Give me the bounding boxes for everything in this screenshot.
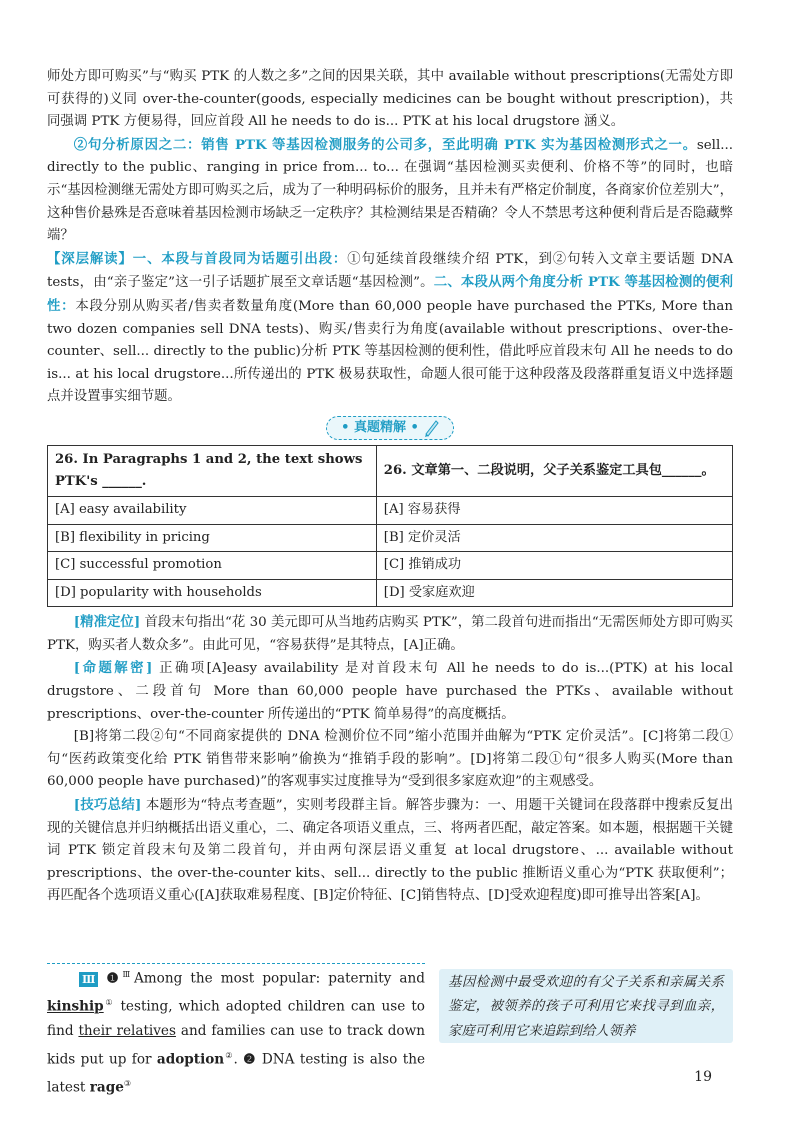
reason2-paragraph [47,134,733,248]
adoption-word: adoption [156,1051,225,1068]
option-row [48,579,733,607]
locate-text: 首段末句指出“花 30 美元即可从当地药店购买 PTK”，第二段首句进而指出“无需医师处方即可购买 PTK，购买者人数众多”。由此可见，“容易获得”是其特点，[A]正确。 [47,615,734,653]
locate-tag: [精准定位] [73,614,141,631]
option-row [48,524,733,552]
skills-paragraph [47,794,733,908]
secret-text: 正确项[A]easy availability 是对首段末句 All he needs to do is...(PTK) at his local drugstore、二段首句 More than 60,000 people have purchased the PTKs、available without prescriptions、over-the-counter 所传递出的“PTK 简单易得”的高度概括。 [47,661,733,722]
secret-paragraph [47,657,733,726]
question-table [47,445,733,607]
skills-tag: [技巧总结] [73,797,142,814]
deep-analysis-paragraph [47,248,733,409]
question-stem-row [48,445,733,496]
badge-label: • 真题精解 • [341,419,419,435]
section-number: Ⅲ [79,972,98,987]
option-d-zh: [D] 受家庭欢迎 [376,579,732,607]
question-stem-en: 26. In Paragraphs 1 and 2, the text shows PTK's ______. [48,445,377,496]
deep-text2: 本段分别从购买者/售卖者数量角度(More than 60,000 people have purchased the PTKs, More than two dozen companies sell DNA tests)、购买/售卖行为角度(available without prescriptions、over-the-counter、sell... directly to the public)分析 PTK 等基因检测的便利性，借此呼应首段末句 All he needs to do is... at his local drugstore...所传递出的 PTK 极易获取性，命题人很可能于这种段落及段落群重复语义中选择题点并设置事实细节题。 [47,298,733,405]
sentence-1-marker: ❶ [106,970,123,987]
deep-tag: 【深层解读】 [47,250,133,267]
translation-box: 基因检测中最受欢迎的有父子关系和亲属关系鉴定，被领养的孩子可利用它来找寻到血亲，家庭可利用它来追踪到给人领养 [439,969,733,1043]
sentence-2-marker: ❷ [243,1051,257,1068]
option-a-en: [A] easy availability [48,496,377,524]
option-row [48,496,733,524]
deep-part2: 二、本段从两个角度分析 PTK 等基因检测的便利性： [47,274,733,314]
secret-paragraph-2: [B]将第二段②句“不同商家提供的 DNA 检测价位不同”缩小范围并曲解为“PTK 定价灵活”。[C]将第二段①句“医药政策变化给 PTK 销售带来影响”偷换为“推销手段的影响”。[D]将第二段①句“很多人购买(More than 60,000 people have purchased)”的客观事实过度推导为“受到很多家庭欢迎”的主观感受。 [47,729,733,790]
pen-icon [423,419,439,437]
question-stem-zh: 26. 文章第一、二段说明，父子关系鉴定工具包______。 [376,445,732,496]
source-text: Ⅲ ❶$^Ⅲ$Among the most popular: paternity and kinship① testing, which adopted children can use to find their relatives and families can use to track down kids put up for adoption②. ❷ DNA testing is also the latest rage③ [47,970,425,1096]
option-a-zh: [A] 容易获得 [376,496,732,524]
deep-part1: 一、本段与首段同为话题引出段： [132,250,348,267]
page-number: 19 [694,1069,712,1085]
page-body [47,66,733,908]
intro-paragraph: 师处方即可购买”与“购买 PTK 的人数之多”之间的因果关联，其中 available without prescriptions(无需处方即可获得的)义同 over-the-counter(goods, especially medicines can be bought without prescription)，共同强调 PTK 方便易得，回应首段 All he needs to do is... PTK at his local drugstore 涵义。 [47,69,733,130]
reason2-body: sell... directly to the public、ranging in price from... to... 在强调“基因检测买卖便利、价格不等”的同时，也暗示“基因检测继无需处方即可购买之后，成为了一种明码标价的服务，且并未有严格定价制度，各商家价位差别大”，这种售价悬殊是否意味着基因检测市场缺乏一定秩序？其检测结果是否精确？令人不禁思考这种便利背后是否隐藏弊端？ [47,137,733,244]
option-row [48,552,733,580]
locate-paragraph [47,611,733,657]
option-d-en: [D] popularity with households [48,579,377,607]
reason2-heading: ②句分析原因之二：销售 PTK 等基因检测服务的公司多，至此明确 PTK 实为基因检测形式之一。 [73,136,697,153]
rage-word: rage [89,1079,124,1096]
option-c-en: [C] successful promotion [48,552,377,580]
option-b-en: [B] flexibility in pricing [48,524,377,552]
deep-text1: ①句延续首段继续介绍 PTK，到②句转入文章主要话题 DNA tests，由“亲子鉴定”这一引子话题扩展至文章话题“基因检测”。 [47,251,734,291]
their-relatives-phrase: their relatives [78,1023,176,1040]
option-b-zh: [B] 定价灵活 [376,524,732,552]
section-badge [47,416,733,440]
skills-text: 本题形为“特点考查题”，实则考段群主旨。解答步骤为：一、用题干关键词在段落群中搜索反复出现的关键信息并归纳概括出语义重心，二、确定各项语义重点，三、将两者匹配，敲定答案。如本题，根据题干关键词 PTK 锁定首段末句及第二段首句，并由两句深层语义重复 at local drugstore、... available without prescriptions、the over-the-counter kits、sell... directly to the public 推断语义重心为“PTK 获取便利”；再匹配各个选项语义重心([A]获取难易程度、[B]定价特征、[C]销售特点、[D]受欢迎程度)即可推导出答案[A]。 [47,798,733,904]
secret-tag: [命题解密] [73,660,153,677]
option-c-zh: [C] 推销成功 [376,552,732,580]
kinship-word: kinship [47,998,104,1015]
